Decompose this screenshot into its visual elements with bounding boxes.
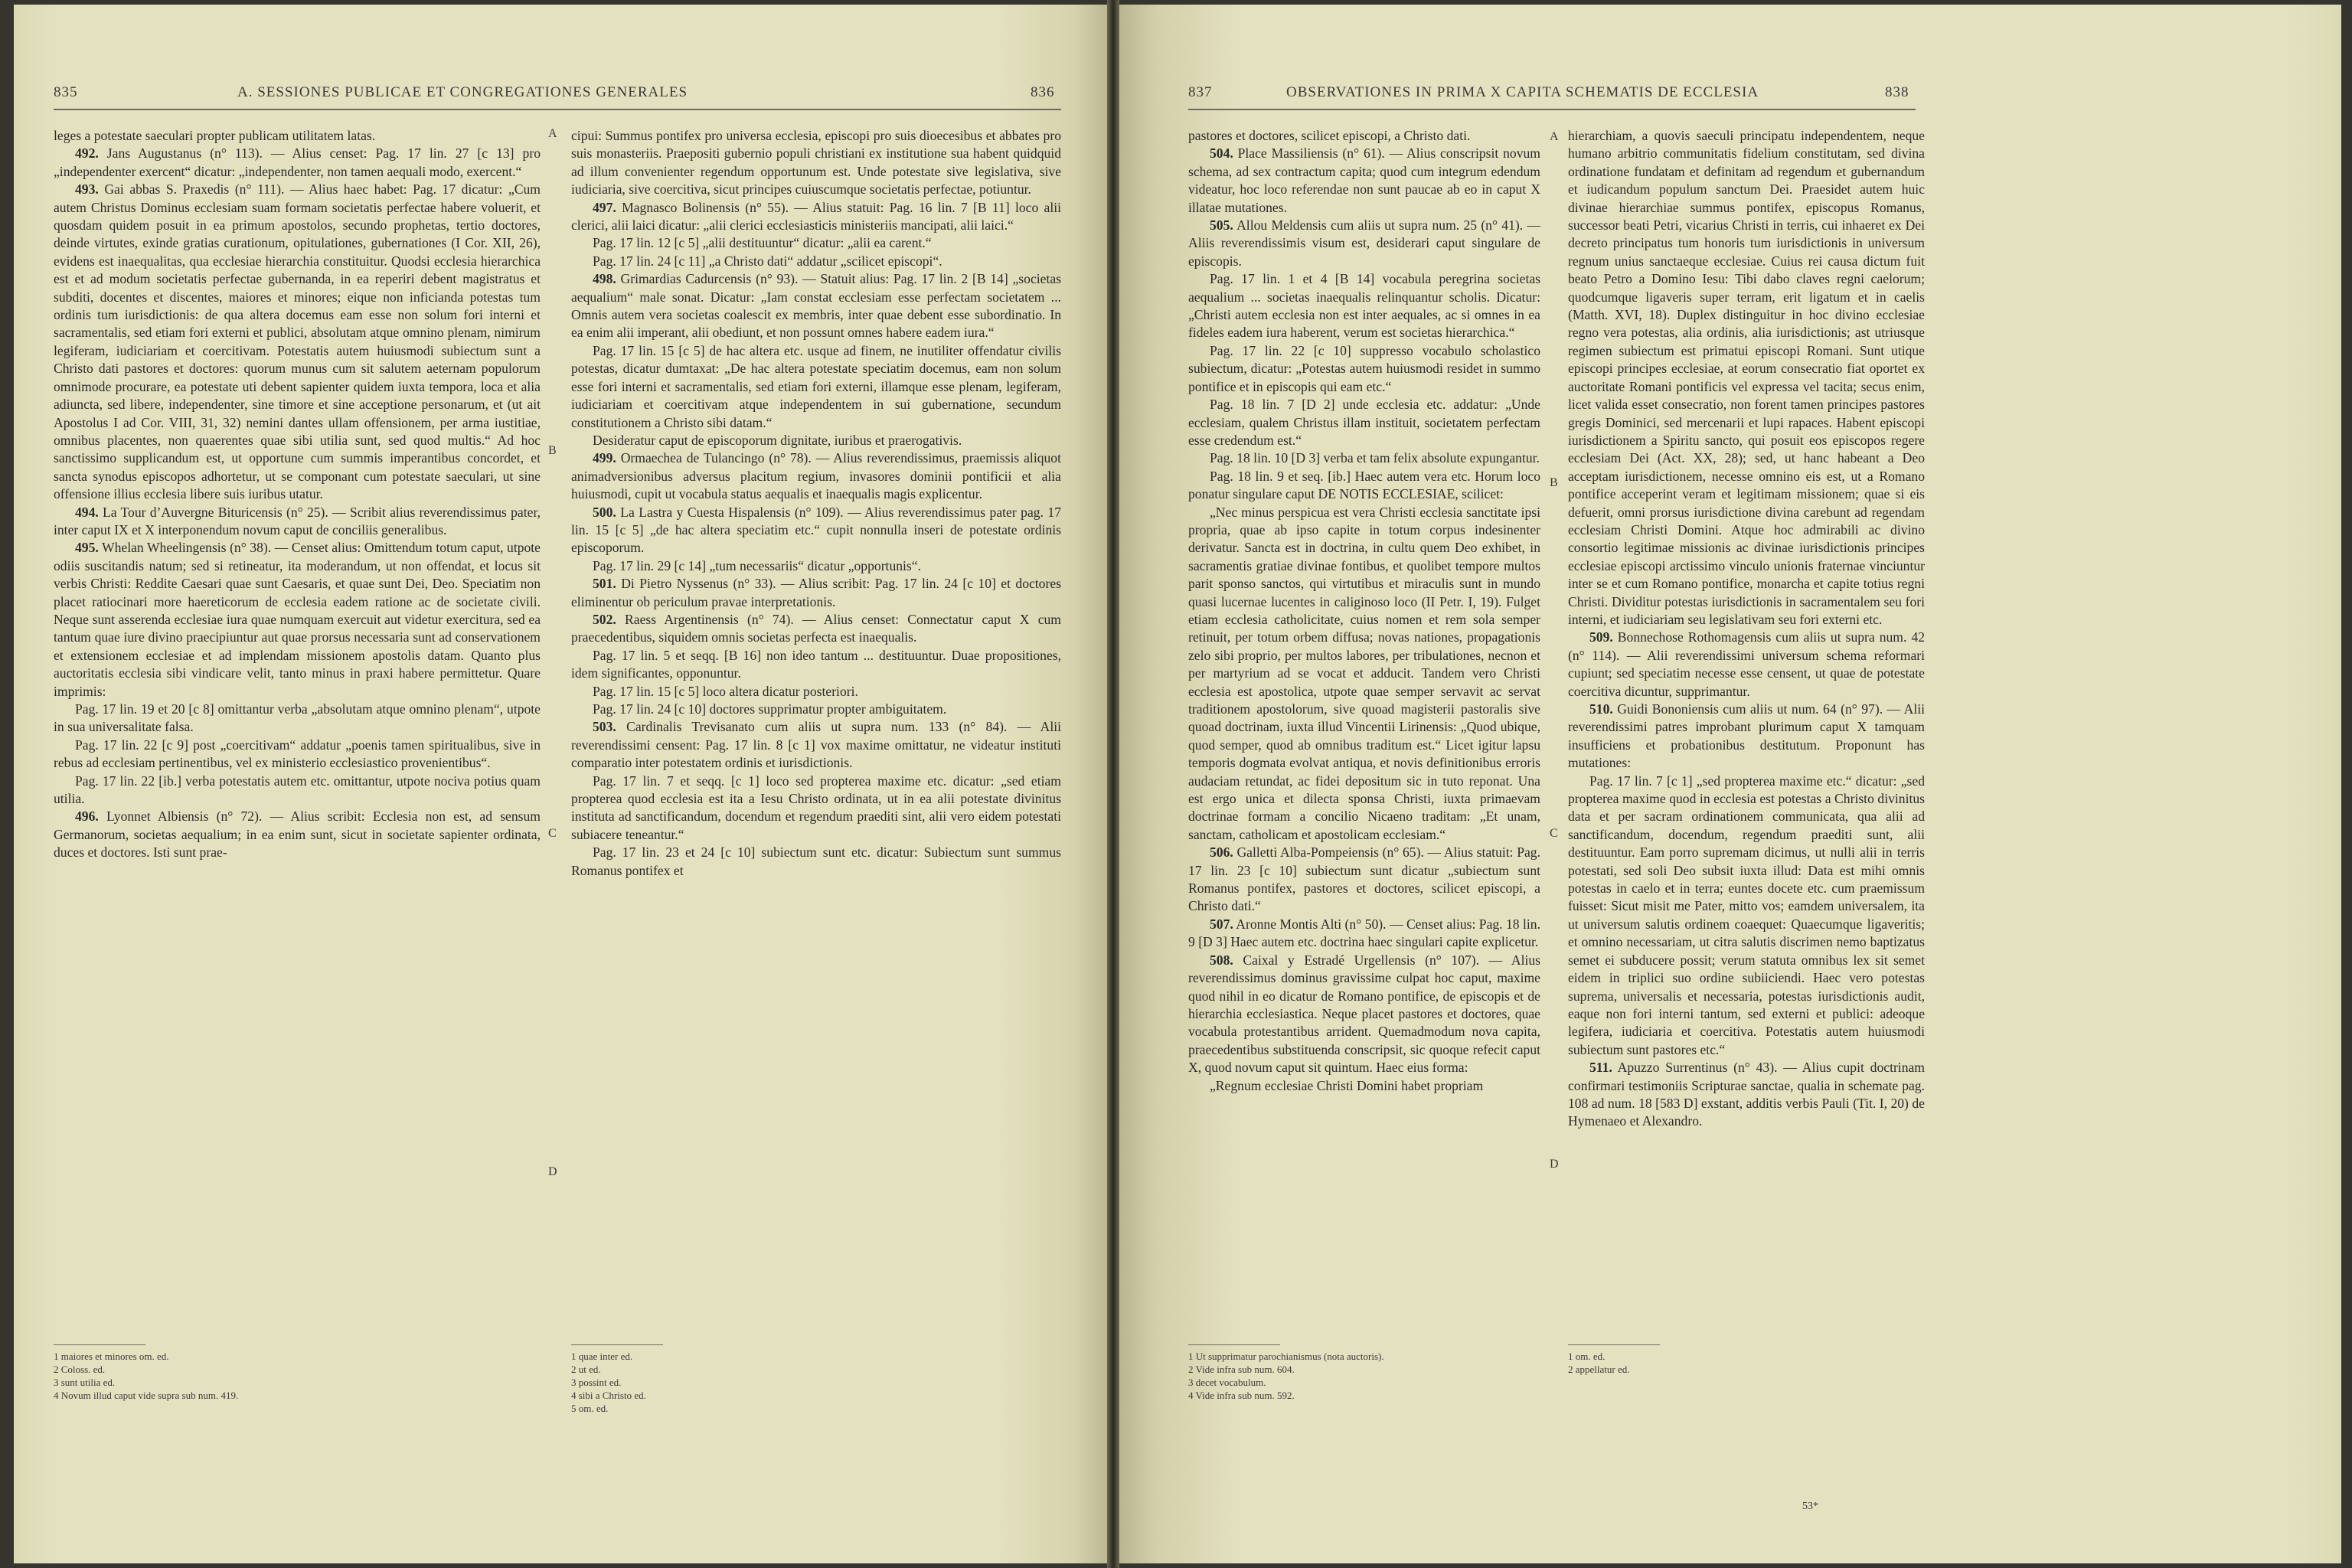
footnote: 3 sunt utilia ed. bbox=[54, 1377, 116, 1388]
paragraph: 510. Guidi Bononiensis cum aliis ut num. 64 (n° 97). — Alii reverendissimi patres improbant plurimum caput X tamquam insufficiens et probationibus destitutum. Proponunt has mutationes: bbox=[1568, 701, 1925, 771]
paragraph: 498. Grimardias Cadurcensis (n° 93). — Statuit alius: Pag. 17 lin. 2 [B 14] „societas aequalium“ male sonat. Dicatur: „Iam constat ecclesiam esse perfectam societatem ... Omnis autem vera societas coalescit ex membris, inter quae debent esse subordinatio. In ea enim alii imperant, alii obediunt, et non possunt omnes habere eadem iura.“ bbox=[571, 271, 1061, 341]
paragraph: Pag. 17 lin. 15 [c 5] de hac altera etc. usque ad finem, ne inutiliter offendatur civilis potestas, dicatur dumtaxat: „De hac altera potestate speciatim docemus, eam non solum esse fori interni et sacramentalis, sed etiam fori externi, illamque esse plenam, legiferam, iudiciariam et coercitivam atque independentem in sui gubernatione, secundum constitutionem a Christo sibi datam.“ bbox=[571, 342, 1061, 430]
footnote: 1 om. ed. bbox=[1568, 1351, 1606, 1362]
paragraph: Pag. 17 lin. 1 et 4 [B 14] vocabula peregrina societas aequalium ... societas inaequalis relinquantur scholis. Dicatur: „Christi autem ecclesia non est inter aequales, ac si omnes in ea fideles eadem iura haberent, verum est societas hierarchica.“ bbox=[1188, 271, 1540, 341]
paragraph: 505. Allou Meldensis cum aliis ut supra num. 25 (n° 41). — Aliis reverendissimis visum est, desiderari caput singulare de episcopis. bbox=[1188, 217, 1540, 269]
page-number-836: 836 bbox=[1031, 84, 1055, 100]
footnote: 1 Ut supprimatur parochianismus (nota auctoris). bbox=[1188, 1351, 1384, 1362]
page-number-838: 838 bbox=[1885, 84, 1909, 100]
page-number-835: 835 bbox=[54, 84, 78, 100]
book-gutter bbox=[1107, 0, 1119, 1568]
paragraph: pastores et doctores, scilicet episcopi, a Christo dati. bbox=[1188, 128, 1471, 143]
margin-letter-a-right: A bbox=[1550, 130, 1559, 143]
paragraph: 497. Magnasco Bolinensis (n° 55). — Alius statuit: Pag. 16 lin. 7 [B 11] loco alii clerici, alii laici dicatur: „alii clerici ecclesiasticis ministeriis mancipati, alii laici.“ bbox=[571, 199, 1061, 234]
paragraph: cipui: Summus pontifex pro universa ecclesia, episcopi pro suis dioecesibus et abbates pro suis monasteriis. Praepositi gubernio populi christiani ex institutione sua habent quidquid ad illum convenienter regendum opportunum est. Unde potestate sive legislativa, sive iudiciaria, sive coercitiva, sicut principes cuiuscumque societatis perfectae, potiuntur. bbox=[571, 128, 1061, 198]
paragraph: 493. Gai abbas S. Praxedis (n° 111). — Alius haec habet: Pag. 17 dicatur: „Cum autem Christus Dominus ecclesiam suam formam societatis perfectae habere voluerit, et quosdam quidem posuit in ea primum apostolos, secundo prophetas, tertio doctores, deinde virtutes, exinde gratias curationum, opitulationes, gubernationes (I Cor. XII, 26), evidens est inaequalitas, qua ecclesiae hierarchia constituitur. Quodsi ecclesia hierarchica est et ad modum societatis perfectae gubernanda, in ea reperiri debent magistratus et subditi, docentes et discentes, maiores et minores; eique non inficianda potestas tum ordinis tum iurisdictionis: de qua altera docemus eam esse non solum fori interni et sacramentalis, sed etiam fori externi et publici, absolutam atque omnino plenam, nimirum legiferam, iudiciariam et coercitivam. Potestatis autem huiusmodi subiectum sunt a Christo dati pastores et doctores: quorum munus cum sit salutem aeternam populorum omnimode procurare, ea potestate uti debent sapienter quidem iuxta tempora, loca et alia adiuncta, sed libere, independenter, sine timore et sine acceptione personarum, et (ut ait Apostolus I ad Cor. VIII, 31, 32) nemini dantes ullam offensionem, per arma iustitiae, omnibus placentes, non quaerentes quae sibi utilia sunt, sed quod multis.“ Ad hoc sanctissimo supplicandum est, ut opportune cum summis imperantibus concordet, et sancta synodus episcopos adhortetur, ut se componant cum potestate saeculari, ut sine offensione illius ecclesia libere suis iuribus utatur. bbox=[54, 181, 541, 502]
right-footnotes-col2 bbox=[1568, 1344, 1913, 1376]
paragraph: Pag. 17 lin. 23 et 24 [c 10] subiectum sunt etc. dicatur: Subiectum sunt summus Romanus pontifex et bbox=[571, 844, 1061, 878]
footnote: 4 Novum illud caput vide supra sub num. 419. bbox=[54, 1390, 239, 1401]
margin-letter-a: A bbox=[548, 127, 557, 140]
signature-mark: 53* bbox=[1802, 1501, 1818, 1512]
paragraph: 509. Bonnechose Rothomagensis cum aliis ut supra num. 42 (n° 114). — Alii reverendissimi universum schema reformari cupiunt; sed speciatim necesse esse censent, ut quae de potestate coercitiva dicuntur, supprimantur. bbox=[1568, 629, 1925, 699]
footnote: 4 sibi a Christo ed. bbox=[571, 1390, 646, 1401]
paragraph: hierarchiam, a quovis saeculi principatu independentem, neque humano arbitrio communitatis fidelium constitutam, sed divina ordinatione fundatam et definitam ad regendum et gubernandum et iudicandum populum sanctum Dei. Praesidet autem huic divinae hierarchiae summus pontifex, episcopus Romanus, successor beati Petri, vicarius Christi in terris, cui inhaeret ex Dei decreto principatus tum honoris tum iurisdictionis in universum regnum unius sanctaeque ecclesiae. Cuius rei causa dictum fuit beato Petro a Domino Iesu: Tibi dabo claves regni caelorum; quodcumque ligaveris super terram, erit ligatum et in caelis (Matth. XVI, 18). Duplex distinguitur in hoc divino ecclesiae regno vera potestas, alia ordinis, alia iurisdictionis; ast utriusque regimen subiectum est primatui episcopi Romani. Sunt utique episcopi principes ecclesiae, at eorum consecratio fiat oportet ex auctoritate Romani pontificis vel expressa vel tacita; secus enim, licet valida esset consecratio, non forent tamen principes pastores gregis Dominici, sed mercenarii et lupi rapaces. Habent episcopi iurisdictionem a Spiritu sancto, qui posuit eos episcopos regere ecclesiam Dei (Act. XX, 28); sed, ut hanc habeant a Deo acceptam iurisdictionem, necesse omnino eis est, ut a Romano pontifice acceperint veram et legitimam missionem; quae si eis defuerit, omni prorsus iurisdictione divina carebunt ad regendam ecclesiam Christi Domini. Atque hoc admirabili ac divino consortio legitimae missionis ac divinae iurisdictionis principes ecclesiae episcopi arctissimo vinculo unionis fraternae vinciuntur inter se et cum Romano pontifice, monarcha et capite totius regni Christi. Dividitur potestas iurisdictionis in sacramentalem seu fori interni, et iudiciariam seu legislativam seu fori externi etc. bbox=[1568, 128, 1925, 627]
paragraph: Pag. 17 lin. 29 [c 14] „tum necessariis“ dicatur „opportunis“. bbox=[593, 557, 921, 573]
paragraph: 492. Jans Augustanus (n° 113). — Alius censet: Pag. 17 lin. 27 [c 13] pro „independenter exercent“ dicatur: „independenter, non tamen aequali modo, exercent.“ bbox=[54, 145, 541, 179]
paragraph: Pag. 17 lin. 7 et seqq. [c 1] loco sed propterea maxime etc. dicatur: „sed etiam propterea quod ecclesia est ita a Iesu Christo ordinata, ut in ea alii potestate divinitus instituta ad sanctificandum, docendum et regendum praediti sint, alii vero eidem potestati subiacere teneantur.“ bbox=[571, 773, 1061, 842]
margin-letter-d-right: D bbox=[1550, 1158, 1559, 1171]
left-footnotes-col1 bbox=[54, 1344, 528, 1402]
footnote: 2 appellatur ed. bbox=[1568, 1364, 1630, 1375]
paragraph: 501. Di Pietro Nyssenus (n° 33). — Alius scribit: Pag. 17 lin. 24 [c 10] et doctores eliminentur ob periculum pravae interpretationis. bbox=[571, 576, 1061, 609]
page-number-837: 837 bbox=[1188, 84, 1213, 100]
running-title-right: OBSERVATIONES IN PRIMA X CAPITA SCHEMATIS DE ECCLESIA bbox=[1286, 84, 1759, 100]
paragraph: 508. Caixal y Estradé Urgellensis (n° 107). — Alius reverendissimus dominus gravissime culpat hoc caput, maxime quod nihil in eo dicatur de Romano pontifice, de episcopis et de hierarchia ecclesiastica. Neque placet pastores et doctores, quae vocabula protestantibus arrident. Quemadmodum nova capita, praecedentibus substituenda conscripsit, sic quoque refecit caput X, quod novum caput sit quintum. Haec eius forma: bbox=[1188, 952, 1540, 1076]
left-column-2 bbox=[571, 127, 1061, 1329]
paragraph: Pag. 17 lin. 7 [c 1] „sed propterea maxime etc.“ dicatur: „sed propterea maxime quod in ecclesia est potestas a Christo divinitus data et per sacram ordinationem communicata, qua alii ad sanctificandum, docendum, regendum praediti sunt, alii destituuntur. Eam porro supremam dicimus, ut nulli alii in terris potestati, sed soli Deo subsit iuxta illud: Data est mihi omnis potestas in caelo et in terra; euntes docete etc. cum praemissum fuisset: Sicut misit me Pater, mitto vos; eamdem universalem, ita ut universum salutis ordinem coaequet: Quaecumque ligaveritis; et omnino necessariam, ut citra salutis discrimen nemo baptizatus semet ei subducere possit; verum statuta omnibus lex sit semet eidem in triplici suo ordine subiiciendi. Haec vero potestas suprema, universalis et necessaria, potestas iurisdictionis audit, eaque non fori interni tantum, sed externi et publici: adeoque legifera, iudiciaria et coercitiva. Potestatis autem huiusmodi subiectum sunt pastores etc.“ bbox=[1568, 773, 1925, 1057]
footnote-rule bbox=[571, 1344, 663, 1345]
footnote: 5 om. ed. bbox=[571, 1403, 609, 1414]
paragraph: Pag. 17 lin. 5 et seqq. [B 16] non ideo tantum ... destituuntur. Duae propositiones, idem significantes, opponuntur. bbox=[571, 647, 1061, 681]
footnote: 4 Vide infra sub num. 592. bbox=[1188, 1390, 1295, 1401]
margin-letter-b: B bbox=[548, 444, 557, 457]
footnote-rule bbox=[1188, 1344, 1280, 1345]
paragraph: Pag. 17 lin. 19 et 20 [c 8] omittantur verba „absolutam atque omnino plenam“, utpote in sua universalitate falsa. bbox=[54, 701, 541, 735]
paragraph: 503. Cardinalis Trevisanato cum aliis ut supra num. 133 (n° 84). — Alii reverendissimi censent: Pag. 17 lin. 8 [c 1] vox maxime omittatur, ne videatur instituti comparatio inter potestatem ordinis et iurisdictionis. bbox=[571, 719, 1061, 771]
paragraph: 511. Apuzzo Surrentinus (n° 43). — Alius cupit doctrinam confirmari testimoniis Scripturae sanctae, qualia in schemate pag. 108 ad num. 18 [583 D] exstant, additis verbis Pauli (Tit. I, 20) de Hymenaeo et Alexandro. bbox=[1568, 1060, 1925, 1129]
paragraph: Pag. 17 lin. 15 [c 5] loco altera dicatur posteriori. bbox=[593, 683, 858, 699]
paragraph: 502. Raess Argentinensis (n° 74). — Alius censet: Connectatur caput X cum praecedentibus, siquidem omnis societas perfecta est inaequalis. bbox=[571, 611, 1061, 645]
margin-letter-b-right: B bbox=[1550, 476, 1558, 489]
footnote: 2 Coloss. ed. bbox=[54, 1364, 106, 1375]
right-page-columns bbox=[1188, 127, 1925, 1329]
paragraph: 495. Whelan Wheelingensis (n° 38). — Censet alius: Omittendum totum caput, utpote odiis suscitandis natum; sed si retineatur, ita moderandum, ut non offendat, et locus sit verbis Christi: Reddite Caesari quae sunt Caesaris, et quae sunt Dei, Deo. Speciatim non placet ratiocinari more haereticorum de ecclesia eadem ratione ac de societate civili. Neque sunt asserenda ecclesiae iura quae numquam exercuit aut videtur exercitura, sed ea tantum quae iure divino praecipiuntur aut quae prorsus necessaria sunt ad conservationem et extensionem ecclesiae et ad implendam missionem apostolis datam. Quanto plus auctoritatis ecclesia sibi vindicare velit, tanto minus in praxi habere permittetur. Quare imprimis: bbox=[54, 540, 541, 699]
header-rule-right bbox=[1188, 109, 1916, 110]
footnote: 3 possint ed. bbox=[571, 1377, 622, 1388]
paragraph: Pag. 17 lin. 24 [c 11] „a Christo dati“ addatur „scilicet episcopi“. bbox=[593, 253, 942, 269]
left-column-1 bbox=[54, 127, 541, 1329]
paragraph: Desideratur caput de episcoporum dignitate, iuribus et praerogativis. bbox=[593, 432, 962, 448]
running-title-left: A. SESSIONES PUBLICAE ET CONGREGATIONES GENERALES bbox=[237, 84, 688, 100]
paragraph: „Nec minus perspicua est vera Christi ecclesia sanctitate ipsi propria, quae ab ipso capite in totum corpus indesinenter derivatur. Sancta est in doctrina, in cultu quem Deo exhibet, in sacramentis gratiae divinae fontibus, et quolibet tempore multos parit sponso sanctos, qui virtutibus et miraculis sunt in mundo quasi lucernae lucentes in caliginoso loco (II Petr. I, 19). Fulget etiam ecclesia catholicitate, cuius nomen et rem sola semper retinuit, per totum orbem diffusa; novas nationes, propagationis zelo sibi proprio, per multos labores, per tribulationes, necnon et per martyrium ad se vocat et adducit. Tandem vero Christi ecclesia est apostolica, utpote quae semper servavit ac servat traditionem apostolorum, sive quoad magisterii pastoralis sive quoad doctrinam, iuxta illud Vincentii Lirinensis: „Quod ubique, quod semper, quod ab omnibus traditum est.“ Licet igitur lapsu temporis dogmata evolvat antiqua, et novis definitionibus erroris audaciam retundat, ac fidei depositum sic in tuto reponat. Una est ergo unica et dilecta sponsa Christi, iuxta primaevam doctrinae formam a concilio Nicaeno traditam: „Et unam, sanctam, catholicam et apostolicam ecclesiam.“ bbox=[1188, 504, 1540, 842]
right-column-2 bbox=[1568, 127, 1925, 1329]
paragraph: Pag. 17 lin. 22 [c 9] post „coercitivam“ addatur „poenis tamen spiritualibus, sive in rebus ad ecclesiam pertinentibus, vel ex ministerio ecclesiastico provenientibus“. bbox=[54, 737, 541, 771]
paragraph: 504. Place Massiliensis (n° 61). — Alius conscripsit novum schema, ad sex contractum capita; quod cum integrum edendum videatur, hoc loco referendae non sunt paucae ab eo in caput X illatae mutationes. bbox=[1188, 145, 1540, 215]
footnote: 1 maiores et minores om. ed. bbox=[54, 1351, 169, 1362]
margin-letter-d: D bbox=[548, 1165, 557, 1178]
paragraph: Pag. 17 lin. 12 [c 5] „alii destituuntur“ dicatur: „alii ea carent.“ bbox=[593, 235, 932, 251]
paragraph: Pag. 18 lin. 9 et seq. [ib.] Haec autem vera etc. Horum loco ponatur singulare caput DE NOTIS ECCLESIAE, scilicet: bbox=[1188, 468, 1540, 502]
margin-letter-c: C bbox=[548, 827, 557, 840]
left-page-columns bbox=[54, 127, 1061, 1329]
paragraph: Pag. 18 lin. 7 [D 2] unde ecclesia etc. addatur: „Unde ecclesiam, qualem Christus illam instituit, societatem perfectam esse credendum est.“ bbox=[1188, 397, 1540, 448]
margin-letter-c-right: C bbox=[1550, 827, 1558, 840]
header-rule-left bbox=[54, 109, 1061, 110]
paragraph: 507. Aronne Montis Alti (n° 50). — Censet alius: Pag. 18 lin. 9 [D 3] Haec autem etc. doctrina haec singulari capite explicetur. bbox=[1188, 916, 1540, 950]
right-column-1 bbox=[1188, 127, 1540, 1329]
paragraph: 494. La Tour d’Auvergne Bituricensis (n° 25). — Scribit alius reverendissimus pater, inter caput IX et X interponendum novum caput de conciliis generalibus. bbox=[54, 504, 541, 537]
left-footnotes-col2 bbox=[571, 1344, 1046, 1415]
footnote: 3 decet vocabulum. bbox=[1188, 1377, 1266, 1388]
paragraph: Pag. 17 lin. 22 [c 10] suppresso vocabulo scholastico subiectum, dicatur: „Potestas autem huiusmodi residet in summo pontifice et in episcopis qui eam etc.“ bbox=[1188, 342, 1540, 394]
paragraph: 500. La Lastra y Cuesta Hispalensis (n° 109). — Alius reverendissimus pater pag. 17 lin. 15 [c 5] „de hac altera speciatim etc.“ cupit nonnulla inseri de potestate ordinis episcoporum. bbox=[571, 504, 1061, 556]
paragraph: „Regnum ecclesiae Christi Domini habet propriam bbox=[1210, 1077, 1484, 1093]
footnote: 2 ut ed. bbox=[571, 1364, 601, 1375]
paragraph: Pag. 17 lin. 22 [ib.] verba potestatis autem etc. omittantur, utpote nociva potius quam utilia. bbox=[54, 773, 541, 807]
footnote: 2 Vide infra sub num. 604. bbox=[1188, 1364, 1295, 1375]
paragraph: Pag. 17 lin. 24 [c 10] doctores supprimatur propter ambiguitatem. bbox=[593, 701, 947, 717]
footnote-rule bbox=[54, 1344, 145, 1345]
paragraph: 496. Lyonnet Albiensis (n° 72). — Alius scribit: Ecclesia non est, ad sensum Germanorum, societas aequalium; in ea enim sunt, sicut in societate sapienter ordinata, duces et doctores. Isti sunt prae- bbox=[54, 808, 541, 861]
paragraph: 499. Ormaechea de Tulancingo (n° 78). — Alius reverendissimus, praemissis aliquot animadversionibus adversus placitum regium, invasores dominii pontificii et alia huiusmodi, cupit ut vocabula status aequalis et inaequalis magis explicentur. bbox=[571, 450, 1061, 502]
paragraph: leges a potestate saeculari propter publicam utilitatem latas. bbox=[54, 128, 376, 143]
paragraph: Pag. 18 lin. 10 [D 3] verba et tam felix absolute expungantur. bbox=[1210, 450, 1540, 466]
right-footnotes-col1 bbox=[1188, 1344, 1533, 1402]
paragraph: 506. Galletti Alba-Pompeiensis (n° 65). — Alius statuit: Pag. 17 lin. 23 [c 10] subiectum sunt dicatur „subiectum sunt Romanus pontifex, pastores et doctores, scilicet episcopi, a Christo dati.“ bbox=[1188, 844, 1540, 914]
footnote: 1 quae inter ed. bbox=[571, 1351, 633, 1362]
footnote-rule bbox=[1568, 1344, 1660, 1345]
